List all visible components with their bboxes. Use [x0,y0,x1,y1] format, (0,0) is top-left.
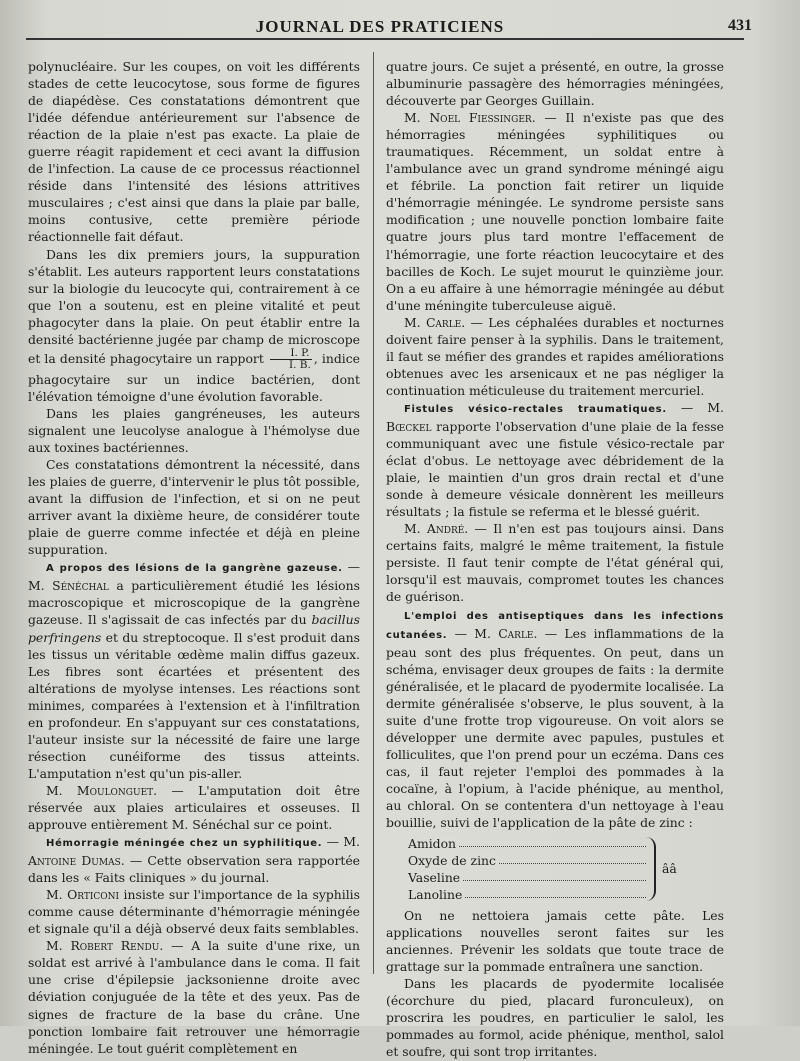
text-run: . — A la suite d'une rixe, un soldat est arrivé à l'ambulance dans le coma. Il fait une crise d'épilepsie jacksonienne droite avec déviation conjuguée de la tête et des yeux. Pas de signes de fracture de la base du crâne. Une ponction lombaire fait retrouver une hémorragie méningée. Le tout guérit complètement en [28,938,360,1056]
text-run: a particulièrement étudié les lésions macroscopique et microscopique de la gangrène gazeuse. Il s'agissait de cas infectés par du [28,578,360,628]
text-run: insiste sur l'importance de la syphilis comme cause déterminante d'hémorragie méningée et signale qu'il a déjà observé deux faits semblables. [28,887,360,937]
author-name: Orticoni [67,887,120,903]
text-run: — M. [447,625,499,641]
text-run: — M. [28,559,360,594]
text-run: . — Les céphalées durables et nocturnes doivent faire penser à la syphilis. Dans le traitement, il faut se méfier des grandes et rapides améliorations obtenues avec les arsenicaux et ne pas négliger la continuation méticuleuse du traitement mercuriel. [386,314,724,398]
paragraph [386,314,724,399]
section-heading: A propos des lésions de la gangrène gazeuse. [46,563,343,575]
formula-row [408,869,646,886]
zinc-paste-formula [408,835,724,903]
formula-brace [644,837,656,901]
section-paragraph [28,833,360,886]
italic-term: bacillus perfringens [28,612,360,645]
formula-quantity: ââ [662,861,677,877]
section-heading: L'emploi des antiseptiques dans les infections cutanées. [386,610,724,641]
paragraph [28,937,360,1056]
right-column [386,58,724,1060]
left-column [28,58,361,1056]
paragraph [28,886,360,937]
section-heading: Hémorragie méningée chez un syphilitique. [46,838,323,850]
text-run: M. [404,521,427,537]
text-run: . — Cette observation sera rapportée dans les « Faits cliniques » du journal. [28,853,361,886]
paragraph [386,109,724,314]
paragraph: polynucléaire. Sur les coupes, on voit les différents stades de cette leucocytose, sous forme de figures de diapédèse. Ces constatations démontrent que l'idée défendue antérieurement sur l'absence de réaction de la plaie n'est pas exacte. La plaie de guerre réagit rapidement et ceci avant la diffusion de l'infection. La cause de ce processus réactionnel réside dans l'intensité des lésions attritives musculaires ; c'est ainsi que dans la plaie par balle, moins contusive, cette première période réactionnelle fait défaut. [28,59,360,245]
author-name: Robert Rendu [70,938,160,954]
text-run: M. [46,887,68,903]
paragraph: Ces constatations démontrent la nécessité, dans les plaies de guerre, d'intervenir le plus tôt possible, avant la diffusion de l'infection, et si on ne peut arriver avant la dixième heure, de considérer toute plaie de guerre comme infectée et déjà en pleine suppuration. [28,457,360,558]
paragraph [386,520,724,605]
author-name: Carle [425,314,462,330]
running-head [0,14,800,40]
formula-ingredient: Amidon [408,836,457,852]
author-name: Antoine Dumas [28,853,121,869]
fraction-numerator: I. P. [270,348,312,360]
author-name: Bœckel [386,418,432,434]
page-number: 431 [728,17,752,34]
author-name: Noel Fiessinger [429,110,532,126]
section-heading: Fistules vésico-rectales traumatiques. [404,403,667,415]
formula-row [408,852,646,869]
section-paragraph [386,399,724,520]
author-name: Carle [498,625,534,641]
author-name: André [426,521,465,537]
paragraph: Dans les placards de pyodermite localisée (écorchure du pied, placard furonculeux), on proscrira les poudres, en particulier le salol, les pommades au formol, acide phénique, menthol, salol et soufre, qui sont trop irritantes. [386,976,724,1060]
text-run: , indice phagocytaire sur un indice bactérien, dont l'élévation témoigne d'une évolution favorable. [28,350,360,404]
paragraph: quatre jours. Ce sujet a présenté, en outre, la grosse albuminurie passagère des hémorragies méningées, découverte par Georges Guillain. [386,59,724,109]
formula-ingredient: Vaseline [408,870,461,886]
paragraph [28,246,360,405]
text-run: M. [404,110,430,126]
text-run: . — Il n'en est pas toujours ainsi. Dans certains faits, malgré le même traitement, la fistule persiste. Il faut tenir compte de l'état général qui, lorsqu'il est mauvais, compromet toutes les chances de guérison. [386,521,724,605]
paragraph: On ne nettoiera jamais cette pâte. Les applications nouvelles seront faites sur les anciennes. Prévenir les soldats que toute trace de grattage sur la pommade entraînera une sanction. [386,908,724,975]
text-run: — M. [666,399,724,415]
formula-ingredient: Oxyde de zinc [408,853,496,869]
text-run: M. [46,938,71,954]
text-run: M. [404,314,426,330]
column-divider [373,52,374,974]
text-run: . — Les inflammations de la peau sont des plus fréquentes. On peut, dans un schéma, envisager deux groupes de faits : la dermite généralisée, et le placard de pyodermite localisée. La dermite généralisée s'observe, le plus souvent, à la suite d'une frotte trop vigoureuse. On voit alors se développer une dermite avec papules, pustules et folliculites, que l'on prend pour un eczéma. Dans ces cas, il faut rejeter l'emploi des pommades à la cocaïne, à l'opium, à l'acide phénique, au menthol, au chloral. On se contentera d'un nettoyage à l'eau bouillie, suivi de l'application de la pâte de zinc : [386,625,724,831]
section-paragraph [386,606,724,832]
text-run: . — Il n'existe pas que des hémorragies méningées syphilitiques ou traumatiques. Récemment, un soldat entre à l'ambulance avec un grand syndrome méningé aigu et fébrile. La ponction fait retirer un liquide d'hémorragie méningée. Le syndrome persiste sans modification ; une nouvelle ponction lombaire faite quatre jours plus tard montre l'effacement de l'hémorragie, une forte réaction leucocytaire et des bacilles de Koch. Le sujet mourut le quinzième jour. On a eu affaire à une hémorragie méningée au début d'une méningite tuberculeuse aiguë. [386,110,724,313]
fraction-denominator: I. B. [288,358,311,371]
formula-row [408,835,646,852]
author-name: Moulonguet [76,782,154,798]
section-paragraph [28,558,360,782]
text-run: M. [46,782,77,798]
text-run: — M. [322,834,360,850]
phagocytic-index-fraction [270,348,312,371]
text-run: rapporte l'observation d'une plaie de la fesse communiquant avec une fistule vésico-rectale par éclat d'obus. Le nettoyage avec débridement de la plaie, le maintien d'un gros drain rectal et d'une sonde à demeure vésicale donnèrent les meilleurs résultats ; la fistule se referma et le blessé guérit. [386,418,724,520]
paragraph [28,782,360,833]
paragraph: Dans les plaies gangréneuses, les auteurs signalent une leucolyse analogue à l'hémolyse due aux toxines bactériennes. [28,405,360,455]
formula-row [408,886,646,903]
text-run: . — L'amputation doit être réservée aux plaies articulaires et osseuses. Il approuve entièrement M. Sénéchal sur ce point. [28,782,360,833]
formula-ingredient: Lanoline [408,887,463,903]
text-run: et du streptocoque. Il s'est produit dans les tissus un véritable œdème malin diffus gazeux. Les fibres sont écartées et présentent des altérations de myolyse intenses. Les réactions sont minimes, comparées à l'extension et à l'infiltration en profondeur. En s'appuyant sur ces constatations, l'auteur insiste sur la nécessité de faire une large résection cunéiforme des tissus atteints. L'amputation n'est qu'un pis-aller. [28,629,360,781]
journal-title: JOURNAL DES PRATICIENS [255,17,505,36]
text-run: Dans les dix premiers jours, la suppuration s'établit. Les auteurs rapportent leurs constatations sur la biologie du leucocyte qui, contrairement à ce que l'on a soutenu, est en pleine vitalité et peut phagocyter dans la plaie. On peut établir entre la densité bactérienne jugée par champ de microscope et la densité phagocytaire un rapport [28,246,360,366]
author-name: Sénéchal [52,578,109,594]
header-rule [26,38,744,40]
